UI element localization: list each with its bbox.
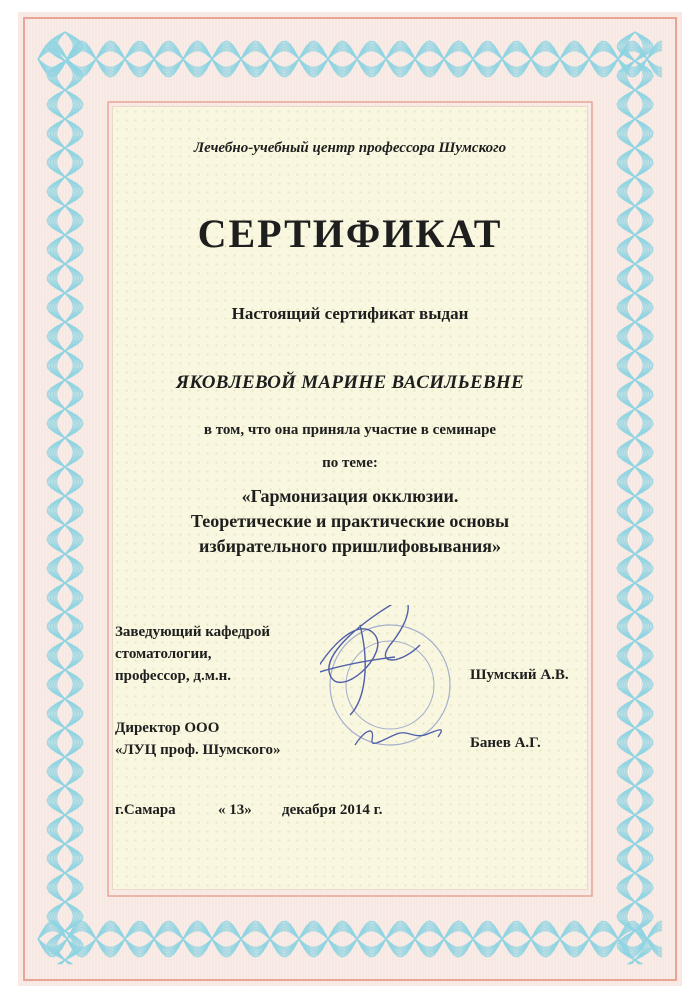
signatory-2-name: Банев А.Г. bbox=[470, 735, 541, 751]
issue-month-year: декабря 2014 г. bbox=[282, 802, 383, 818]
issued-text: Настоящий сертификат выдан bbox=[231, 304, 469, 323]
topic-intro: по теме: bbox=[322, 455, 378, 471]
topic-line: избирательного пришлифовывания» bbox=[199, 536, 501, 556]
certificate-title: СЕРТИФИКАТ bbox=[197, 211, 503, 256]
seminar-topic bbox=[0, 484, 700, 559]
issue-day: « 13» bbox=[218, 802, 252, 818]
signature-scribble-2 bbox=[355, 730, 441, 745]
topic-line: «Гармонизация окклюзии. bbox=[241, 486, 459, 506]
position-line: «ЛУЦ проф. Шумского» bbox=[115, 742, 281, 758]
position-line: стоматологии, bbox=[115, 646, 212, 662]
participation-text: в том, что она приняла участие в семинаре bbox=[203, 422, 497, 438]
position-line: профессор, д.м.н. bbox=[115, 668, 232, 684]
issue-city: г.Самара bbox=[115, 802, 176, 818]
topic-line: Теоретические и практические основы bbox=[190, 511, 510, 531]
recipient-name: ЯКОВЛЕВОЙ МАРИНЕ ВАСИЛЬЕВНЕ bbox=[176, 372, 524, 393]
center-name: Лечебно-учебный центр профессора Шумского bbox=[193, 140, 507, 156]
signatory-1-position bbox=[115, 621, 270, 687]
signatory-2-position bbox=[115, 717, 281, 761]
position-line: Директор ООО bbox=[115, 720, 220, 736]
position-line: Заведующий кафедрой bbox=[115, 624, 271, 640]
signatory-1-name: Шумский А.В. bbox=[470, 667, 569, 683]
round-stamp bbox=[320, 605, 470, 765]
